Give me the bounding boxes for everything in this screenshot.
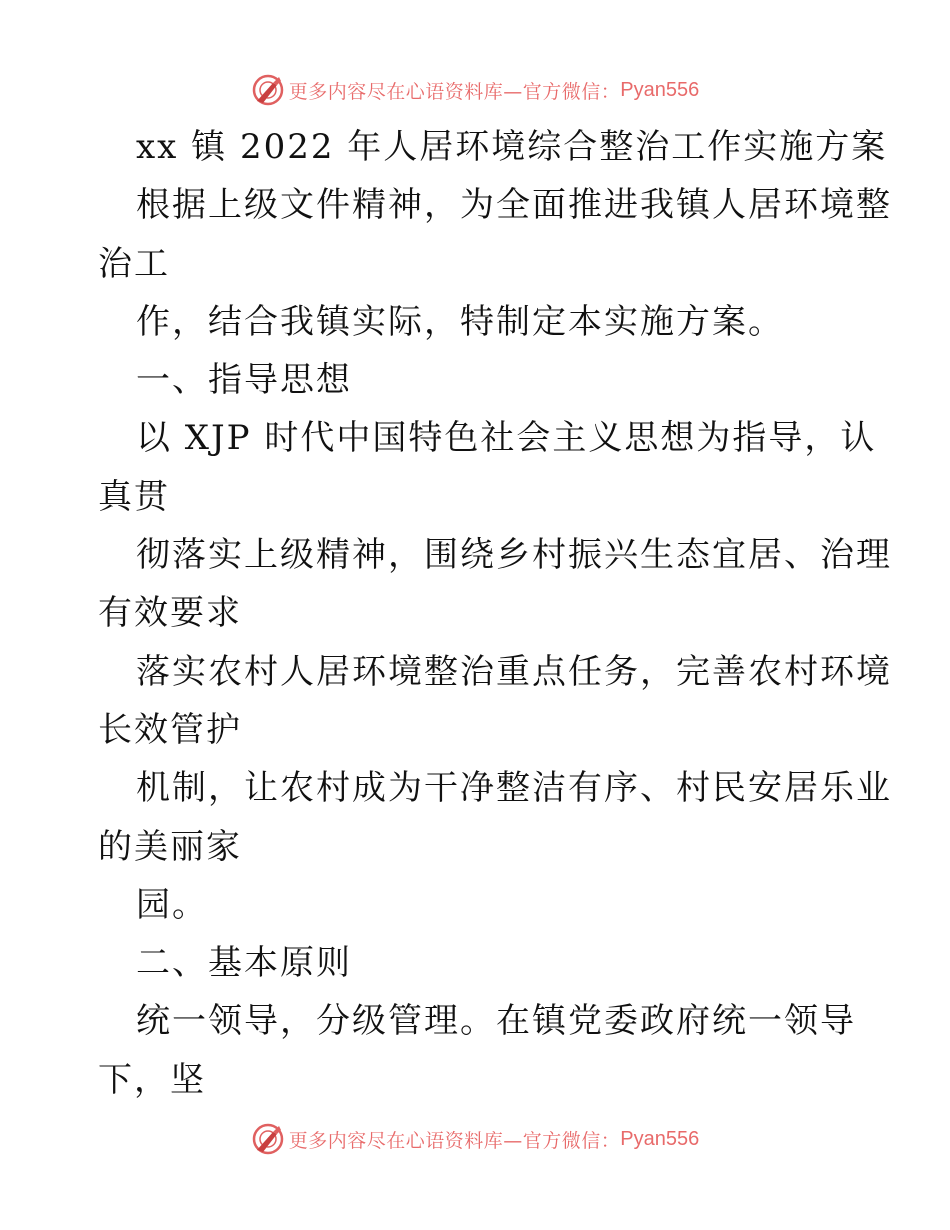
document-body <box>98 118 892 1109</box>
text-line: 根据上级文件精神，为全面推进我镇人居环境整 <box>136 185 892 226</box>
text-line: 真贯 <box>98 476 170 517</box>
watermark-wechat-id: Pyan556 <box>620 78 700 101</box>
pen-logo-icon <box>251 73 285 107</box>
text-line: 治工 <box>98 243 170 284</box>
text-line: xx 镇 2022 年人居环境综合整治工作实施方案 <box>136 127 888 167</box>
text-line: 作，结合我镇实际，特制定本实施方案。 <box>136 301 784 342</box>
text-line: 的美丽家 <box>98 826 242 867</box>
pen-logo-icon <box>251 1122 285 1156</box>
text-line: 彻落实上级精神，围绕乡村振兴生态宜居、治理 <box>136 535 892 576</box>
header-watermark <box>0 72 950 108</box>
text-line: 园。 <box>136 884 208 925</box>
watermark-text: 更多内容尽在心语资料库—官方微信： <box>288 1129 621 1152</box>
footer-watermark <box>0 1121 950 1157</box>
text-line: 下，坚 <box>98 1059 206 1100</box>
text-line: 机制，让农村成为干净整洁有序、村民安居乐业 <box>136 768 892 809</box>
text-line: 以 XJP 时代中国特色社会主义思想为指导，认 <box>136 418 877 459</box>
text-line: 一、指导思想 <box>136 360 352 401</box>
text-line: 长效管护 <box>98 709 242 750</box>
text-line: 统一领导，分级管理。在镇党委政府统一领导 <box>136 1001 856 1042</box>
text-line: 有效要求 <box>98 593 242 634</box>
watermark-wechat-id: Pyan556 <box>620 1127 700 1150</box>
text-line: 二、基本原则 <box>136 943 352 984</box>
watermark-text: 更多内容尽在心语资料库—官方微信： <box>288 80 621 103</box>
text-line: 落实农村人居环境整治重点任务，完善农村环境 <box>136 651 892 692</box>
